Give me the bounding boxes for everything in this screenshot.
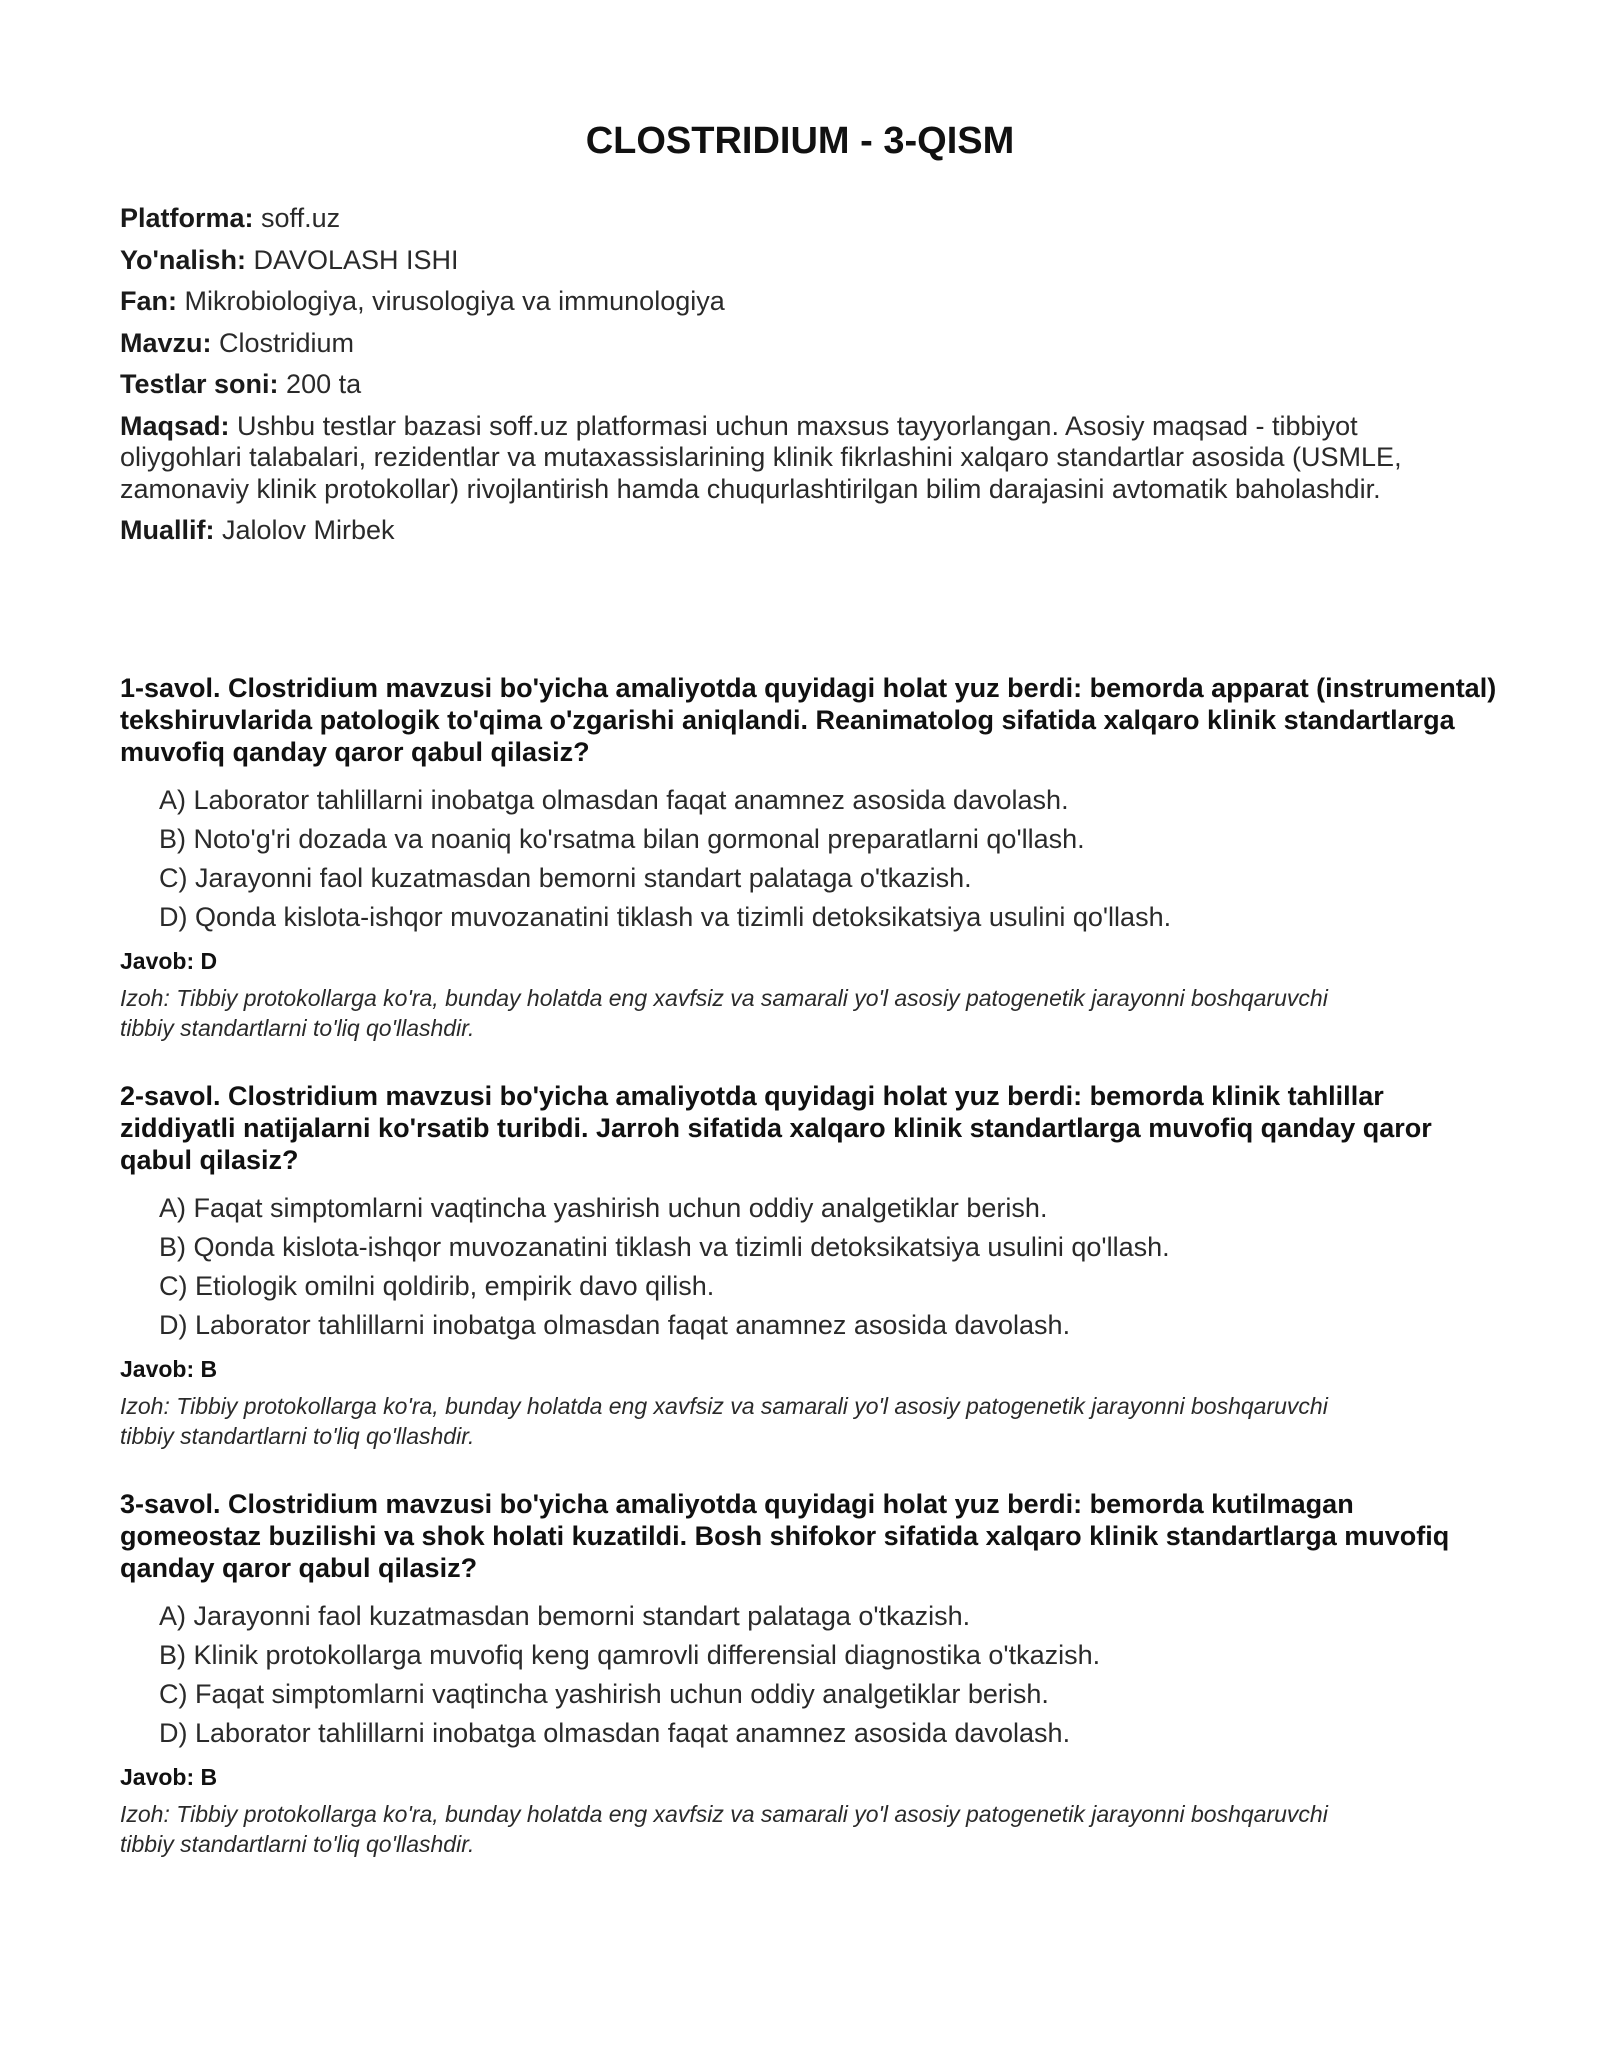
meta-key: Platforma: (120, 203, 254, 233)
meta-key: Testlar soni: (120, 369, 279, 399)
question-3 (120, 1488, 1500, 1859)
options-list (120, 1600, 1500, 1749)
metadata-block (120, 203, 1480, 557)
answer: Javob: B (120, 1356, 218, 1382)
option-b: B) Klinik protokollarga muvofiq keng qamrovli differensial diagnostika o'tkazish. (159, 1640, 1101, 1670)
question-text: 3-savol. Clostridium mavzusi bo'yicha amaliyotda quyidagi holat yuz berdi: bemorda kutilmagan gomeostaz buzilishi va shok holati kuzatildi. Bosh shifokor sifatida xalqaro klinik standartlarga muvofiq qanday qaror qabul qilasiz? (120, 1489, 1450, 1583)
option-a: A) Faqat simptomlarni vaqtincha yashirish uchun oddiy analgetiklar berish. (159, 1193, 1048, 1223)
meta-subject (120, 286, 1480, 318)
option-b: B) Qonda kislota-ishqor muvozanatini tiklash va tizimli detoksikatsiya usulini qo'llash. (159, 1232, 1170, 1262)
meta-test-count (120, 369, 1480, 401)
option-d: D) Qonda kislota-ishqor muvozanatini tiklash va tizimli detoksikatsiya usulini qo'llash. (159, 902, 1172, 932)
meta-value: Mikrobiologiya, virusologiya va immunologiya (177, 286, 725, 316)
option-d: D) Laborator tahlillarni inobatga olmasdan faqat anamnez asosida davolash. (159, 1718, 1071, 1748)
explanation-note: Izoh: Tibbiy protokollarga ko'ra, bunday holatda eng xavfsiz va samarali yo'l asosiy patogenetik jarayonni boshqaruvchi tibbiy standartlarni to'liq qo'llashdir. (120, 1393, 1328, 1449)
question-text: 2-savol. Clostridium mavzusi bo'yicha amaliyotda quyidagi holat yuz berdi: bemorda klinik tahlillar ziddiyatli natijalarni ko'rsatib turibdi. Jarroh sifatida xalqaro klinik standartlarga muvofiq qanday qaror qabul qilasiz? (120, 1081, 1432, 1175)
options-list (120, 1192, 1500, 1341)
question-text: 1-savol. Clostridium mavzusi bo'yicha amaliyotda quyidagi holat yuz berdi: bemorda apparat (instrumental) tekshiruvlarida patologik to'qima o'zgarishi aniqlandi. Reanimatolog sifatida xalqaro klinik standartlarga muvofiq qanday qaror qabul qilasiz? (120, 673, 1497, 767)
meta-key: Yo'nalish: (120, 244, 246, 275)
option-b: B) Noto'g'ri dozada va noaniq ko'rsatma bilan gormonal preparatlarni qo'llash. (159, 824, 1085, 854)
answer: Javob: B (120, 1764, 218, 1790)
answer: Javob: D (120, 948, 218, 974)
meta-value: 200 ta (278, 369, 362, 399)
meta-value: Ushbu testlar bazasi soff.uz platformasi uchun maxsus tayyorlangan. Asosiy maqsad - tibbiyot oliygohlari talabalari, rezidentlar va mutaxassislarining klinik fikrlashini xalqaro standartlar asosida (USMLE, zamonaviy klinik protokollar) rivojlantirish hamda chuqurlashtirilgan bilim darajasini avtomatik baholashdir. (120, 410, 1402, 504)
question-2 (120, 1080, 1500, 1451)
question-1 (120, 672, 1500, 1043)
meta-key: Muallif: (120, 515, 215, 545)
meta-key: Fan: (120, 286, 177, 316)
option-c: C) Etiologik omilni qoldirib, empirik davo qilish. (159, 1271, 715, 1301)
meta-value: soff.uz (253, 203, 341, 233)
option-d: D) Laborator tahlillarni inobatga olmasdan faqat anamnez asosida davolash. (159, 1310, 1071, 1340)
meta-value: DAVOLASH ISHI (245, 244, 459, 275)
option-a: A) Jarayonni faol kuzatmasdan bemorni standart palataga o'tkazish. (159, 1601, 971, 1631)
explanation-note: Izoh: Tibbiy protokollarga ko'ra, bunday holatda eng xavfsiz va samarali yo'l asosiy patogenetik jarayonni boshqaruvchi tibbiy standartlarni to'liq qo'llashdir. (120, 1801, 1328, 1857)
meta-value: Clostridium (211, 327, 355, 358)
option-c: C) Faqat simptomlarni vaqtincha yashirish uchun oddiy analgetiklar berish. (159, 1679, 1049, 1709)
meta-value: Jalolov Mirbek (214, 515, 395, 545)
option-a: A) Laborator tahlillarni inobatga olmasdan faqat anamnez asosida davolash. (159, 785, 1069, 815)
options-list (120, 784, 1500, 933)
option-c: C) Jarayonni faol kuzatmasdan bemorni standart palataga o'tkazish. (159, 863, 972, 893)
meta-author (120, 515, 1480, 547)
explanation-note: Izoh: Tibbiy protokollarga ko'ra, bunday holatda eng xavfsiz va samarali yo'l asosiy patogenetik jarayonni boshqaruvchi tibbiy standartlarni to'liq qo'llashdir. (120, 985, 1328, 1041)
meta-key: Maqsad: (120, 410, 230, 441)
meta-platform (120, 203, 1480, 235)
document-title: CLOSTRIDIUM - 3-QISM (585, 120, 1015, 162)
meta-key: Mavzu: (120, 327, 212, 358)
meta-direction (120, 245, 1480, 277)
meta-topic (120, 328, 1480, 360)
meta-purpose (120, 411, 1480, 506)
